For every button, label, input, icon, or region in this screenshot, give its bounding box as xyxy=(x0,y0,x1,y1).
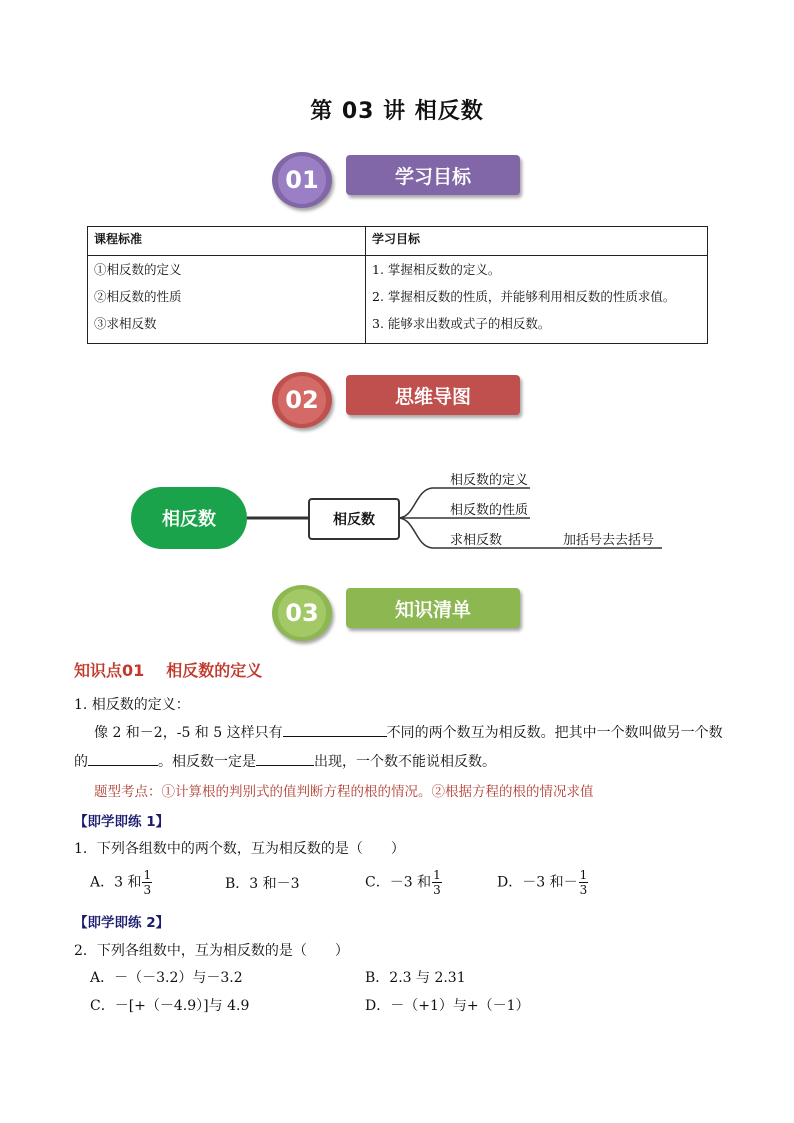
section-number-01: 01 xyxy=(272,152,332,208)
mindmap-root-node: 相反数 xyxy=(131,487,247,549)
option-1b: B．3 和－3 xyxy=(225,876,300,892)
practice-question-1: 1．下列各组数中的两个数，互为相反数的是（ ） xyxy=(74,841,405,857)
fraction: $\frac{1}{3}$ xyxy=(143,868,152,897)
mindmap-mid-node: 相反数 xyxy=(308,498,400,540)
definition-text: 像 2 和－2，-5 和 5 这样只有 xyxy=(94,725,283,741)
definition-text: 不同的两个数互为相反数。把其中一个数叫做另一个数 xyxy=(386,725,723,741)
option-1d xyxy=(497,868,588,897)
knowledge-point-title: 相反数的定义 xyxy=(166,661,263,680)
section-label-02: 思维导图 xyxy=(346,375,520,415)
knowledge-point-heading xyxy=(74,658,262,681)
option-2b: B．2.3 与 2.31 xyxy=(365,970,466,986)
standard-item: ②相反数的性质 xyxy=(94,289,182,304)
standard-item: ①相反数的定义 xyxy=(94,262,182,277)
knowledge-point-label: 知识点01 xyxy=(74,661,145,680)
mindmap-leaf-find: 求相反数 xyxy=(450,533,503,548)
option-2d: D．－（+1）与+（－1） xyxy=(365,998,530,1014)
option-1a xyxy=(90,868,152,897)
fill-blank[interactable] xyxy=(88,751,158,766)
fill-blank[interactable] xyxy=(256,751,314,766)
page-title: 第 03 讲 相反数 xyxy=(310,99,484,124)
mindmap-subleaf: 加括号去去括号 xyxy=(563,533,655,548)
fill-blank[interactable] xyxy=(283,722,387,737)
option-2c: C．－[+（－4.9）]与 4.9 xyxy=(90,998,250,1014)
table-header-standard: 课程标准 xyxy=(88,227,366,256)
mindmap-leaf-property: 相反数的性质 xyxy=(450,503,529,518)
section-number-02: 02 xyxy=(272,372,332,428)
option-text: A．3 和 xyxy=(90,874,142,891)
goal-item: 2. 掌握相反数的性质，并能够利用相反数的性质求值。 xyxy=(372,289,676,304)
table-header-goals: 学习目标 xyxy=(366,227,708,256)
definition-text: 。相反数一定是 xyxy=(158,754,256,770)
section-label-01: 学习目标 xyxy=(346,155,520,195)
practice-header-1: 【即学即练 1】 xyxy=(74,814,170,830)
learning-goals-table xyxy=(87,226,708,344)
definition-text: 出现，一个数不能说相反数。 xyxy=(314,754,496,770)
goal-item: 1. 掌握相反数的定义。 xyxy=(372,262,501,277)
standard-item: ③求相反数 xyxy=(94,316,157,331)
option-text: D．－3 和－ xyxy=(497,874,578,891)
goal-item: 3. 能够求出数或式子的相反数。 xyxy=(372,316,551,331)
section-badge-01 xyxy=(270,152,522,212)
section-label-03: 知识清单 xyxy=(346,588,520,628)
fraction: $\frac{1}{3}$ xyxy=(433,868,441,897)
definition-item: 1. 相反数的定义： xyxy=(74,697,190,713)
section-badge-03 xyxy=(270,585,522,645)
option-1c xyxy=(365,868,442,897)
option-text: C．－3 和 xyxy=(365,874,432,891)
option-2a: A．－（－3.2）与－3.2 xyxy=(90,970,243,986)
section-number-03: 03 xyxy=(272,585,332,641)
definition-text: 的 xyxy=(74,754,88,770)
goals-cell xyxy=(366,256,708,344)
definition-line-2 xyxy=(74,751,496,771)
section-badge-02 xyxy=(270,372,522,432)
fraction: $\frac{1}{3}$ xyxy=(579,868,588,897)
definition-line-1 xyxy=(94,722,723,742)
mindmap-leaf-definition: 相反数的定义 xyxy=(450,473,529,488)
question-type-hint: 题型考点：①计算根的判别式的值判断方程的根的情况。②根据方程的根的情况求值 xyxy=(94,784,594,800)
practice-question-2: 2．下列各组数中，互为相反数的是（ ） xyxy=(74,943,349,959)
standards-cell xyxy=(88,256,366,344)
practice-header-2: 【即学即练 2】 xyxy=(74,915,170,931)
